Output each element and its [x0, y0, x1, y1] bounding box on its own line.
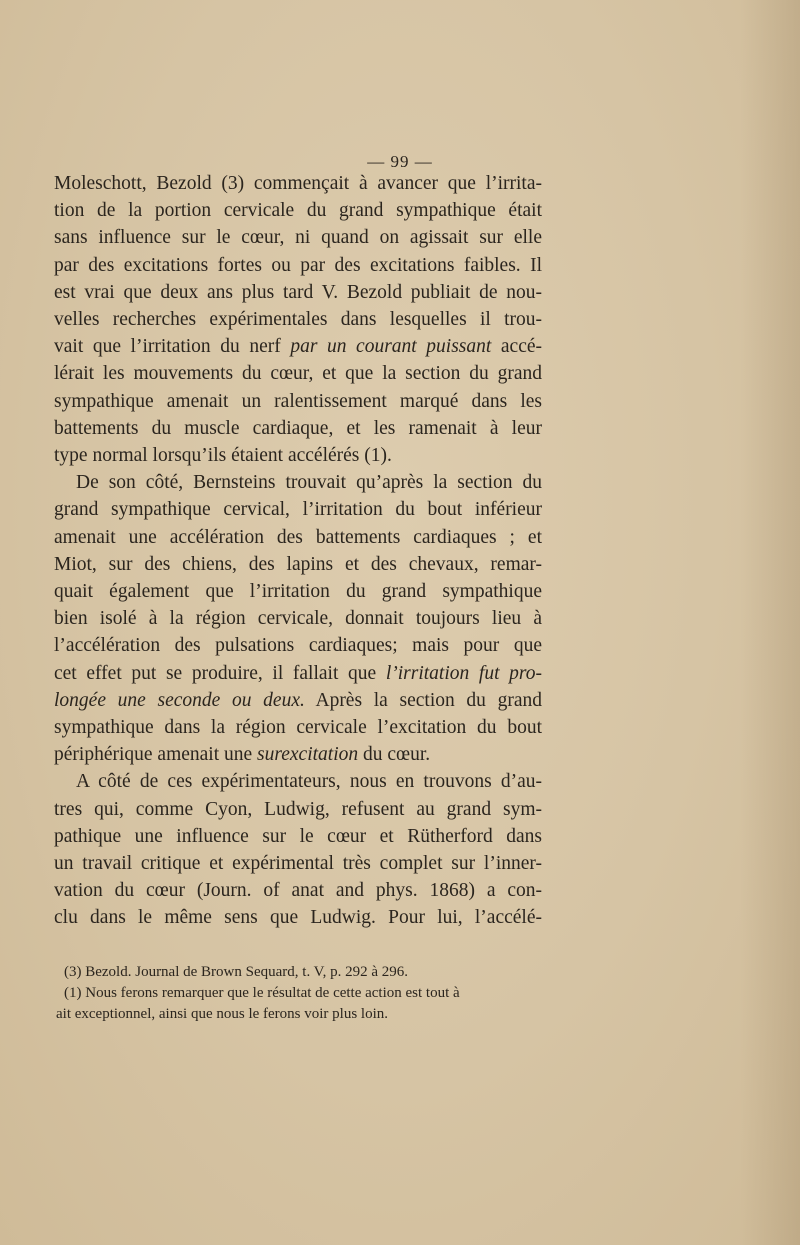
- body-line: l’accélération des pulsations cardiaques; mais pour que: [54, 635, 542, 657]
- body-line: battements du muscle cardiaque, et les ramenait à leur: [54, 417, 542, 439]
- body-line: [54, 333, 542, 360]
- body-line: sans influence sur le cœur, ni quand on agissait sur elle: [54, 227, 542, 249]
- body-line: vation du cœur (Journ. of anat and phys. 1868) a con-: [54, 880, 542, 902]
- body-line-text: vait que l’irritation du nerf: [54, 336, 291, 358]
- body-line: A côté de ces expérimentateurs, nous en trouvons d’au-: [76, 771, 542, 793]
- footnote-line: (1) Nous ferons remarquer que le résultat de cette action est tout à: [64, 985, 460, 1001]
- body-text: [54, 170, 542, 932]
- footnote-line: ait exceptionnel, ainsi que nous le ferons voir plus loin.: [56, 1006, 389, 1022]
- body-line-text: Après la section du grand: [304, 689, 543, 711]
- body-line: type normal lorsqu’ils étaient accélérés (1).: [54, 445, 392, 467]
- body-line: grand sympathique cervical, l’irritation du bout inférieur: [54, 499, 542, 521]
- body-line: un travail critique et expérimental très complet sur l’inner-: [54, 853, 542, 875]
- body-line-text: périphérique amenait une: [54, 744, 258, 766]
- body-line: tres qui, comme Cyon, Ludwig, refusent au grand sym-: [54, 798, 542, 820]
- body-line: sympathique amenait un ralentissement marqué dans les: [54, 390, 542, 412]
- body-line: amenait une accélération des battements cardiaques ; et: [54, 526, 542, 548]
- body-line-text: cet effet put se produire, il fallait que: [54, 662, 386, 684]
- body-line: clu dans le même sens que Ludwig. Pour lui, l’accélé-: [54, 907, 542, 929]
- body-line: bien isolé à la région cervicale, donnait toujours lieu à: [54, 608, 542, 630]
- body-line-italic: par un courant puissant: [290, 336, 492, 358]
- body-line: est vrai que deux ans plus tard V. Bezold publiait de nou-: [54, 281, 542, 303]
- body-line: lérait les mouvements du cœur, et que la section du grand: [54, 363, 542, 385]
- body-line: [54, 660, 542, 687]
- body-line: [54, 741, 542, 768]
- body-line: velles recherches expérimentales dans lesquelles il trou-: [54, 309, 542, 331]
- body-line: pathique une influence sur le cœur et Rütherford dans: [54, 825, 542, 847]
- body-line: par des excitations fortes ou par des excitations faibles. Il: [54, 254, 542, 276]
- body-line-italic: l’irritation fut pro-: [385, 662, 542, 684]
- body-line: Miot, sur des chiens, des lapins et des chevaux, remar-: [54, 553, 542, 575]
- body-line-italic: surexcitation: [257, 744, 359, 766]
- body-line: sympathique dans la région cervicale l’excitation du bout: [54, 717, 542, 739]
- footnote-line: (3) Bezold. Journal de Brown Sequard, t. V, p. 292 à 296.: [64, 964, 408, 980]
- body-line-italic: longée une seconde ou deux.: [54, 689, 305, 711]
- footnotes: [56, 962, 544, 1025]
- body-line: Moleschott, Bezold (3) commençait à avancer que l’irrita-: [54, 173, 542, 194]
- body-line: quait également que l’irritation du grand sympathique: [54, 581, 542, 603]
- body-line-text: accé-: [491, 336, 543, 358]
- body-line-text: du cœur.: [358, 744, 431, 766]
- body-line: [54, 687, 542, 714]
- body-line: tion de la portion cervicale du grand sympathique était: [54, 200, 542, 222]
- page-number: — 99 —: [367, 152, 433, 171]
- body-line: De son côté, Bernsteins trouvait qu’après la section du: [76, 472, 542, 494]
- page-edge-shadow: [740, 0, 800, 1245]
